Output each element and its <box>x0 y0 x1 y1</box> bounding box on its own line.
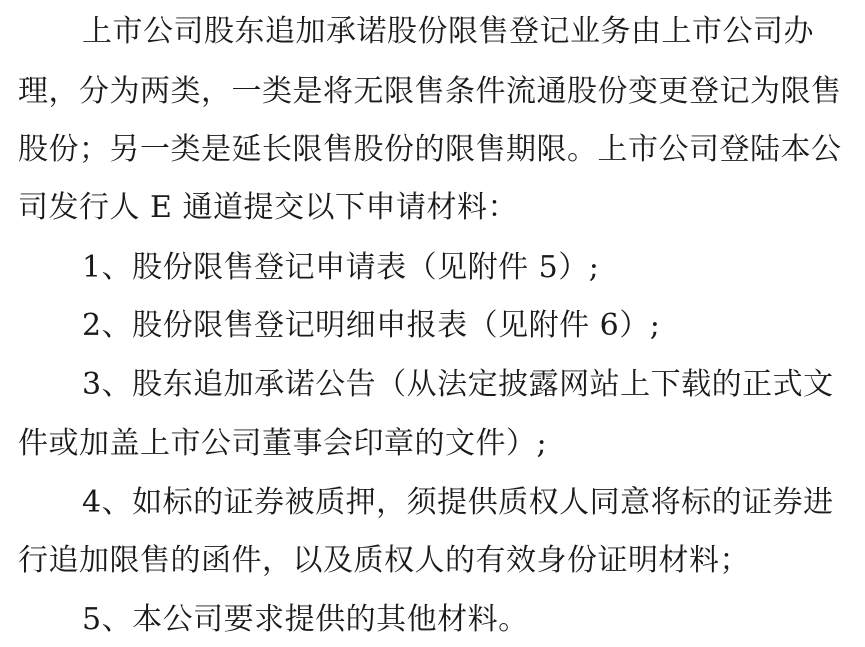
list-item-3-continuation: 件或加盖上市公司董事会印章的文件）; <box>18 426 548 461</box>
list-item-3: 3、股东追加承诺公告（从法定披露网站上下载的正式文 <box>82 367 834 402</box>
list-item-4: 4、如标的证券被质押，须提供质权人同意将标的证券进 <box>82 485 834 520</box>
list-item-1: 1、股份限售登记申请表（见附件 5）; <box>82 250 600 285</box>
intro-paragraph-line: 股份；另一类是延长限售股份的限售期限。上市公司登陆本公 <box>18 132 842 167</box>
intro-paragraph-line: 司发行人 E 通道提交以下申请材料： <box>18 190 518 225</box>
list-item-2: 2、股份限售登记明细申报表（见附件 6）; <box>82 308 661 343</box>
intro-paragraph-line: 理，分为两类，一类是将无限售条件流通股份变更登记为限售 <box>18 74 842 109</box>
intro-paragraph-line: 上市公司股东追加承诺股份限售登记业务由上市公司办 <box>82 14 814 49</box>
list-item-5: 5、本公司要求提供的其他材料。 <box>82 602 529 637</box>
list-item-4-continuation: 行追加限售的函件，以及质权人的有效身份证明材料； <box>18 543 750 578</box>
